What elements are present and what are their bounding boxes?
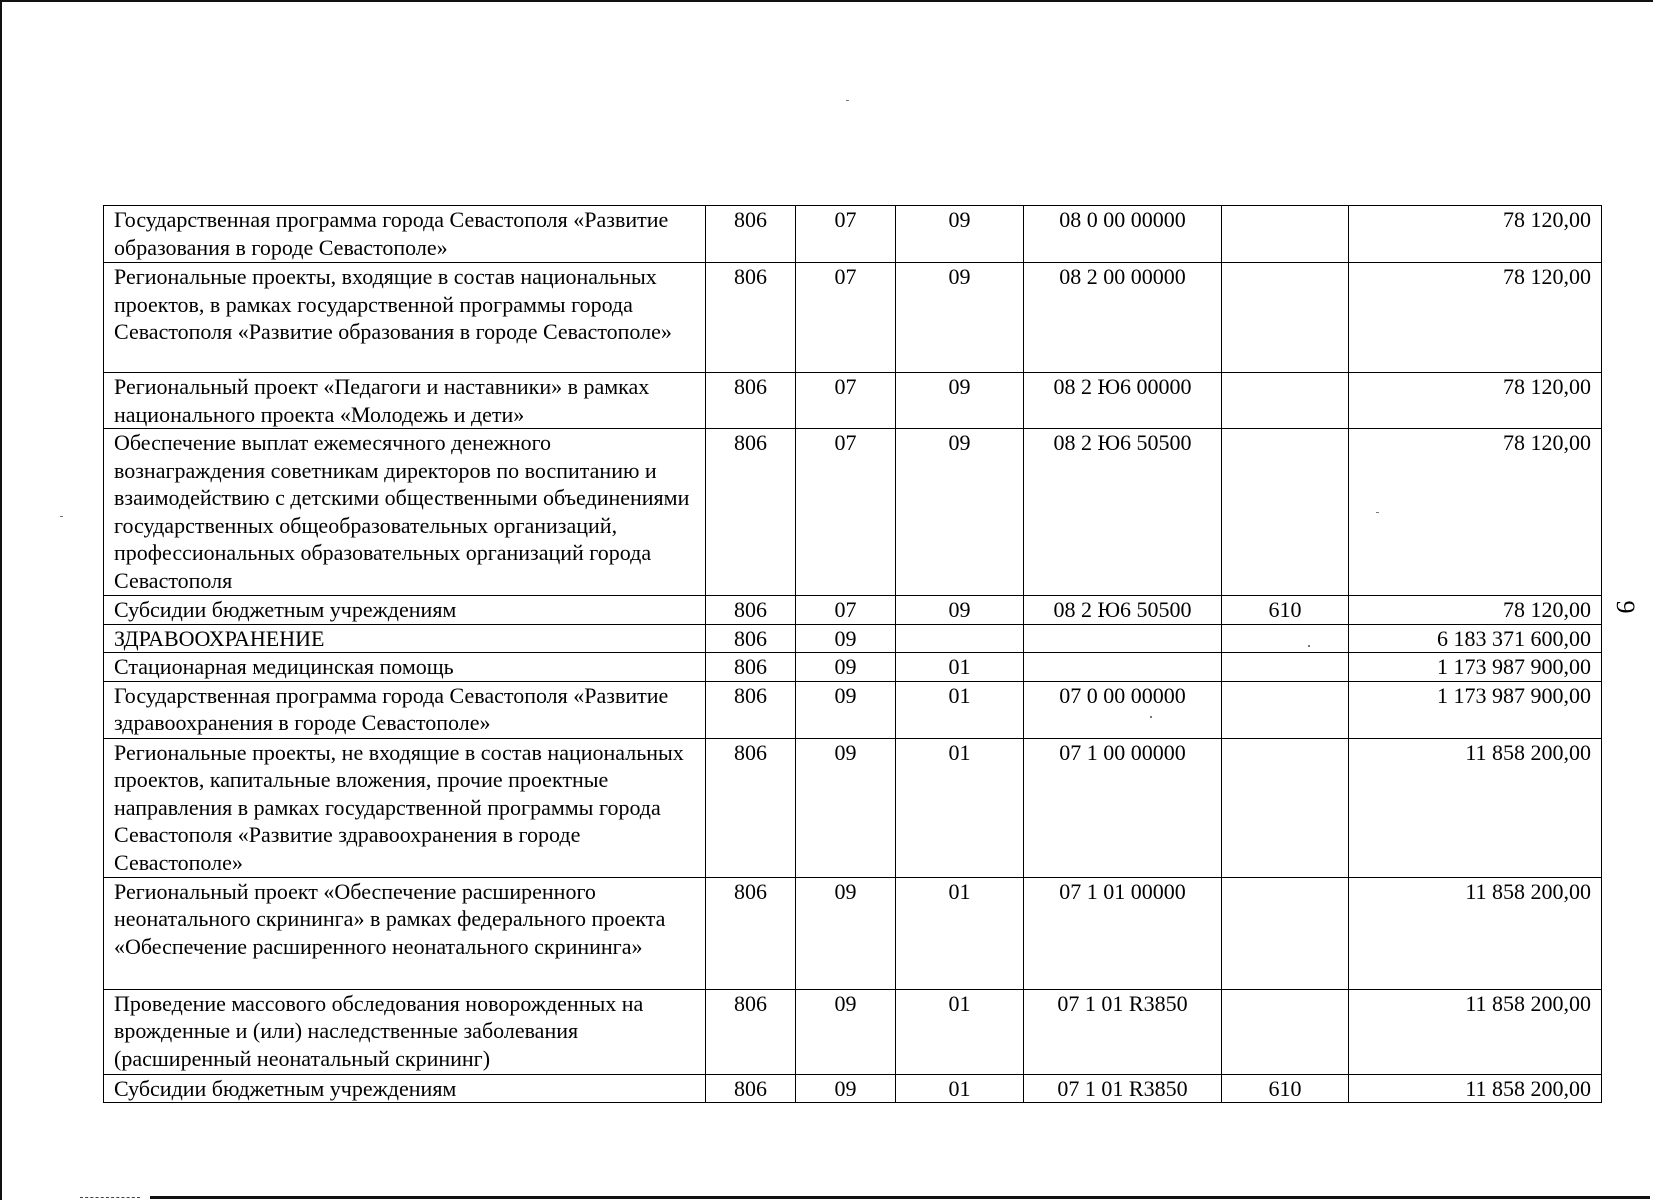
sum-cell: 78 120,00 bbox=[1349, 596, 1602, 625]
sum-cell: 78 120,00 bbox=[1349, 373, 1602, 429]
row-name-cell: Региональные проекты, не входящие в состав национальных проектов, капитальные вложения, прочие проектные направления в рамках государственной программы города Севастополя «Развитие здравоохранения в городе Севастополе» bbox=[104, 738, 706, 877]
rz-cell: 09 bbox=[796, 653, 896, 682]
table-row bbox=[104, 989, 1602, 1074]
sum-cell: 11 858 200,00 bbox=[1349, 989, 1602, 1074]
rz-cell: 09 bbox=[796, 624, 896, 653]
table-row bbox=[104, 429, 1602, 596]
pr-cell: 09 bbox=[896, 596, 1024, 625]
rz-cell: 07 bbox=[796, 429, 896, 596]
sum-cell: 6 183 371 600,00 bbox=[1349, 624, 1602, 653]
csr-cell bbox=[1024, 624, 1222, 653]
ved-cell: 806 bbox=[706, 1074, 796, 1103]
table-row bbox=[104, 373, 1602, 429]
vr-cell bbox=[1222, 624, 1349, 653]
table-row bbox=[104, 738, 1602, 877]
scan-edge-bottom bbox=[150, 1196, 1650, 1199]
budget-table bbox=[103, 205, 1602, 1103]
scan-edge-left bbox=[0, 0, 2, 1200]
csr-cell: 08 0 00 00000 bbox=[1024, 206, 1222, 263]
rz-cell: 07 bbox=[796, 263, 896, 373]
pr-cell: 09 bbox=[896, 429, 1024, 596]
sum-cell: 11 858 200,00 bbox=[1349, 1074, 1602, 1103]
csr-cell: 08 2 00 00000 bbox=[1024, 263, 1222, 373]
vr-cell: 610 bbox=[1222, 1074, 1349, 1103]
row-name-cell: Проведение массового обследования новорожденных на врожденные и (или) наследственные заболевания (расширенный неонатальный скрининг) bbox=[104, 989, 706, 1074]
pr-cell bbox=[896, 624, 1024, 653]
ved-cell: 806 bbox=[706, 653, 796, 682]
csr-cell: 07 1 00 00000 bbox=[1024, 738, 1222, 877]
pr-cell: 09 bbox=[896, 263, 1024, 373]
pr-cell: 01 bbox=[896, 877, 1024, 989]
page-number: 9 bbox=[1611, 600, 1640, 614]
rz-cell: 09 bbox=[796, 681, 896, 738]
vr-cell bbox=[1222, 206, 1349, 263]
vr-cell bbox=[1222, 653, 1349, 682]
ved-cell: 806 bbox=[706, 624, 796, 653]
vr-cell: 610 bbox=[1222, 596, 1349, 625]
vr-cell bbox=[1222, 877, 1349, 989]
row-name-cell: Региональный проект «Педагоги и наставники» в рамках национального проекта «Молодежь и дети» bbox=[104, 373, 706, 429]
csr-cell: 08 2 Ю6 00000 bbox=[1024, 373, 1222, 429]
rz-cell: 09 bbox=[796, 1074, 896, 1103]
scan-edge-bottom-dash bbox=[80, 1197, 140, 1199]
table-row bbox=[104, 596, 1602, 625]
pr-cell: 09 bbox=[896, 373, 1024, 429]
table-row bbox=[104, 206, 1602, 263]
row-name-cell: Субсидии бюджетным учреждениям bbox=[104, 596, 706, 625]
csr-cell: 07 1 01 00000 bbox=[1024, 877, 1222, 989]
vr-cell bbox=[1222, 989, 1349, 1074]
table-row bbox=[104, 653, 1602, 682]
row-name-cell: ЗДРАВООХРАНЕНИЕ bbox=[104, 624, 706, 653]
table-row bbox=[104, 1074, 1602, 1103]
row-name-cell: Субсидии бюджетным учреждениям bbox=[104, 1074, 706, 1103]
sum-cell: 1 173 987 900,00 bbox=[1349, 653, 1602, 682]
row-name-cell: Региональный проект «Обеспечение расширенного неонатального скрининга» в рамках федерального проекта «Обеспечение расширенного неонатального скрининга» bbox=[104, 877, 706, 989]
ved-cell: 806 bbox=[706, 989, 796, 1074]
scan-speck bbox=[846, 100, 849, 101]
csr-cell: 07 0 00 00000 bbox=[1024, 681, 1222, 738]
row-name-cell: Обеспечение выплат ежемесячного денежного вознаграждения советникам директоров по воспитанию и взаимодействию с детскими общественными объединениями государственных общеобразовательных организаций, профессиональных образовательных организаций города Севастополя bbox=[104, 429, 706, 596]
pr-cell: 01 bbox=[896, 738, 1024, 877]
rz-cell: 07 bbox=[796, 206, 896, 263]
vr-cell bbox=[1222, 263, 1349, 373]
rz-cell: 09 bbox=[796, 738, 896, 877]
vr-cell bbox=[1222, 738, 1349, 877]
sum-cell: 78 120,00 bbox=[1349, 206, 1602, 263]
ved-cell: 806 bbox=[706, 206, 796, 263]
table-row bbox=[104, 624, 1602, 653]
csr-cell: 07 1 01 R3850 bbox=[1024, 1074, 1222, 1103]
ved-cell: 806 bbox=[706, 681, 796, 738]
ved-cell: 806 bbox=[706, 263, 796, 373]
vr-cell bbox=[1222, 681, 1349, 738]
csr-cell: 07 1 01 R3850 bbox=[1024, 989, 1222, 1074]
pr-cell: 01 bbox=[896, 653, 1024, 682]
rz-cell: 09 bbox=[796, 989, 896, 1074]
scan-speck bbox=[60, 516, 63, 517]
table-row bbox=[104, 877, 1602, 989]
table-row bbox=[104, 263, 1602, 373]
sum-cell: 78 120,00 bbox=[1349, 263, 1602, 373]
vr-cell bbox=[1222, 429, 1349, 596]
sum-cell: 11 858 200,00 bbox=[1349, 877, 1602, 989]
sum-cell: 1 173 987 900,00 bbox=[1349, 681, 1602, 738]
ved-cell: 806 bbox=[706, 738, 796, 877]
scan-edge-top bbox=[0, 0, 1653, 2]
sum-cell: 78 120,00 bbox=[1349, 429, 1602, 596]
pr-cell: 01 bbox=[896, 681, 1024, 738]
table-row bbox=[104, 681, 1602, 738]
csr-cell: 08 2 Ю6 50500 bbox=[1024, 429, 1222, 596]
vr-cell bbox=[1222, 373, 1349, 429]
rz-cell: 07 bbox=[796, 596, 896, 625]
sum-cell: 11 858 200,00 bbox=[1349, 738, 1602, 877]
row-name-cell: Государственная программа города Севастополя «Развитие здравоохранения в городе Севастополе» bbox=[104, 681, 706, 738]
pr-cell: 01 bbox=[896, 989, 1024, 1074]
row-name-cell: Государственная программа города Севастополя «Развитие образования в городе Севастополе» bbox=[104, 206, 706, 263]
csr-cell bbox=[1024, 653, 1222, 682]
pr-cell: 09 bbox=[896, 206, 1024, 263]
pr-cell: 01 bbox=[896, 1074, 1024, 1103]
csr-cell: 08 2 Ю6 50500 bbox=[1024, 596, 1222, 625]
ved-cell: 806 bbox=[706, 373, 796, 429]
ved-cell: 806 bbox=[706, 877, 796, 989]
rz-cell: 09 bbox=[796, 877, 896, 989]
ved-cell: 806 bbox=[706, 429, 796, 596]
ved-cell: 806 bbox=[706, 596, 796, 625]
row-name-cell: Стационарная медицинская помощь bbox=[104, 653, 706, 682]
row-name-cell: Региональные проекты, входящие в состав национальных проектов, в рамках государственной программы города Севастополя «Развитие образования в городе Севастополе» bbox=[104, 263, 706, 373]
rz-cell: 07 bbox=[796, 373, 896, 429]
